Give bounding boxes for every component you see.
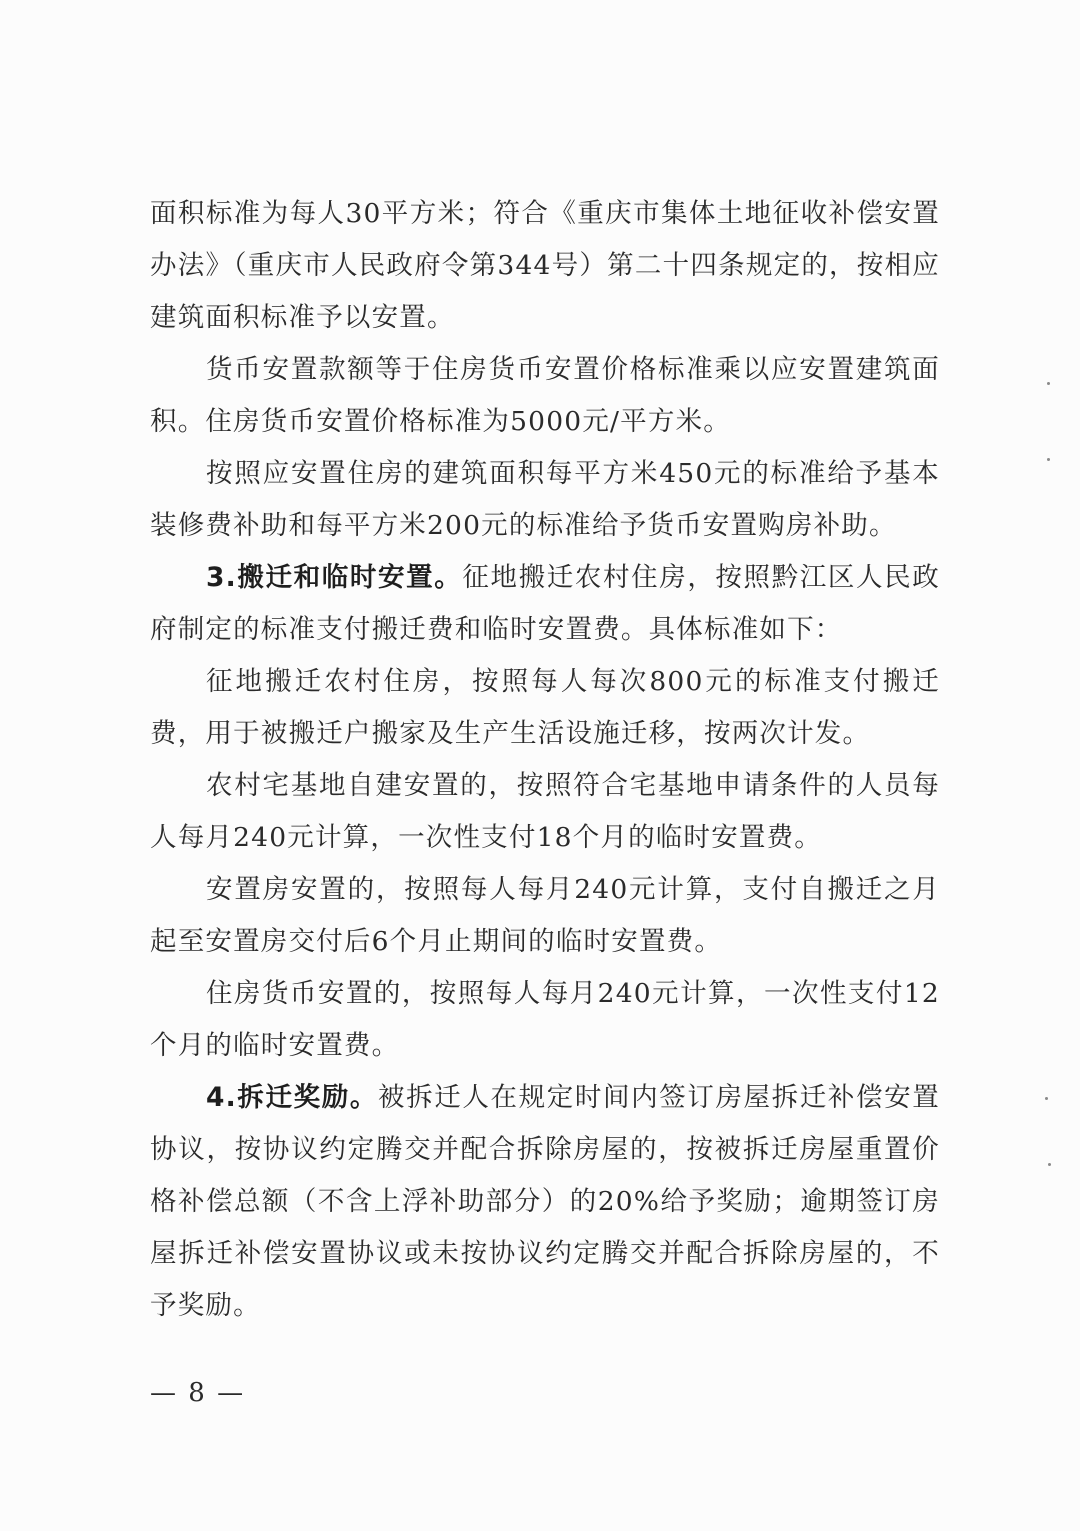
paragraph-1 xyxy=(150,188,940,344)
paragraph-3-text: 按照应安置住房的建筑面积每平方米450元的标准给予基本装修费补助和每平方米200元的标准给予货币安置购房补助。 xyxy=(150,458,940,541)
paragraph-2-text: 货币安置款额等于住房货币安置价格标准乘以应安置建筑面积。住房货币安置价格标准为5000元/平方米。 xyxy=(150,354,940,437)
paragraph-1-text: 面积标准为每人30平方米；符合《重庆市集体土地征收补偿安置办法》（重庆市人民政府令第344号）第二十四条规定的，按相应建筑面积标准予以安置。 xyxy=(150,198,940,333)
scan-speck xyxy=(1048,1163,1051,1166)
paragraph-8 xyxy=(150,968,940,1072)
section-3-heading: 3.搬迁和临时安置。 xyxy=(206,562,463,593)
document-body xyxy=(150,188,940,1332)
paragraph-2 xyxy=(150,344,940,448)
paragraph-6 xyxy=(150,760,940,864)
paragraph-3 xyxy=(150,448,940,552)
section-3-paragraph xyxy=(150,552,940,656)
scan-speck xyxy=(1045,1097,1048,1100)
paragraph-5-text: 征地搬迁农村住房，按照每人每次800元的标准支付搬迁费，用于被搬迁户搬家及生产生活设施迁移，按两次计发。 xyxy=(150,666,940,749)
scan-speck xyxy=(1047,458,1050,461)
paragraph-5 xyxy=(150,656,940,760)
scan-speck xyxy=(1047,382,1050,385)
section-4-text: 被拆迁人在规定时间内签订房屋拆迁补偿安置协议，按协议约定腾交并配合拆除房屋的，按被拆迁房屋重置价格补偿总额（不含上浮补助部分）的20%给予奖励；逾期签订房屋拆迁补偿安置协议或未按协议约定腾交并配合拆除房屋的，不予奖励。 xyxy=(150,1082,941,1321)
paragraph-6-text: 农村宅基地自建安置的，按照符合宅基地申请条件的人员每人每月240元计算，一次性支付18个月的临时安置费。 xyxy=(150,770,940,853)
paragraph-7 xyxy=(150,864,940,968)
page-number: — 8 — xyxy=(150,1378,246,1408)
section-4-heading: 4.拆迁奖励。 xyxy=(206,1082,378,1113)
paragraph-8-text: 住房货币安置的，按照每人每月240元计算，一次性支付12个月的临时安置费。 xyxy=(150,978,940,1061)
section-4-paragraph xyxy=(150,1072,940,1332)
section-3-text: 征地搬迁农村住房，按照黔江区人民政府制定的标准支付搬迁费和临时安置费。具体标准如下： xyxy=(150,562,940,645)
paragraph-7-text: 安置房安置的，按照每人每月240元计算，支付自搬迁之月起至安置房交付后6个月止期间的临时安置费。 xyxy=(150,874,940,957)
